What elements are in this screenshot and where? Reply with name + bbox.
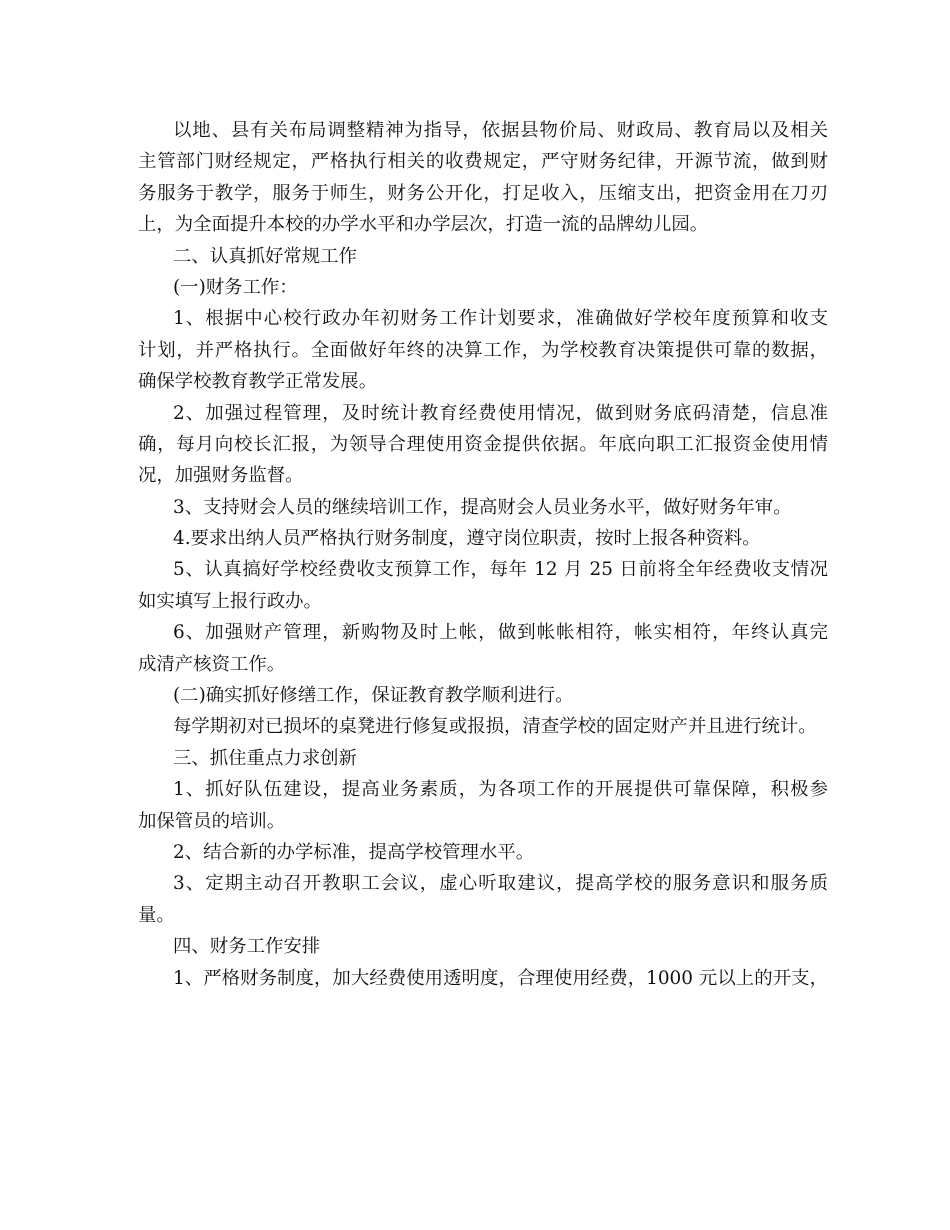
section-heading: 四、财务工作安排 (173, 936, 321, 958)
text-line: 1、严格财务制度，加大经费使用透明度，合理使用经费，1000 元以上的开支， (173, 967, 828, 989)
text-line: 成清产核资工作。 (138, 653, 286, 675)
text-line: 2、加强过程管理，及时统计教育经费使用情况，做到财务底码清楚，信息准 (173, 402, 828, 424)
document-body (138, 115, 828, 994)
text-line: 如实填写上报行政办。 (138, 590, 322, 612)
section-heading: 三、抓住重点力求创新 (173, 747, 357, 769)
text-line: 1、抓好队伍建设，提高业务素质，为各项工作的开展提供可靠保障，积极参 (173, 779, 828, 801)
text-line: 6、加强财产管理，新购物及时上帐，做到帐帐相符，帐实相符，年终认真完 (173, 622, 828, 644)
text-line: 4.要求出纳人员严格执行财务制度，遵守岗位职责，按时上报各种资料。 (173, 528, 761, 550)
text-line: 3、支持财会人员的继续培训工作，提高财会人员业务水平，做好财务年审。 (173, 496, 792, 518)
text-line: 5、认真搞好学校经费收支预算工作，每年 12 月 25 日前将全年经费收支情况 (173, 559, 828, 581)
text-line: 确保学校教育教学正常发展。 (138, 371, 378, 393)
text-line: 主管部门财经规定，严格执行相关的收费规定，严守财务纪律，开源节流，做到财 (138, 151, 828, 173)
text-line: 量。 (138, 904, 175, 926)
text-line: 每学期初对已损坏的桌凳进行修复或报损，清查学校的固定财产并且进行统计。 (173, 716, 817, 738)
text-line: 2、结合新的办学标准，提高学校管理水平。 (173, 841, 535, 863)
text-line: 计划，并严格执行。全面做好年终的决算工作，为学校教育决策提供可靠的数据， (138, 339, 828, 361)
text-line: 加保管员的培训。 (138, 810, 286, 832)
subsection-heading: (一)财务工作： (173, 276, 298, 298)
text-line: 1、根据中心校行政办年初财务工作计划要求，准确做好学校年度预算和收支 (173, 308, 828, 330)
text-line: 确，每月向校长汇报，为领导合理使用资金提供依据。年底向职工汇报资金使用情 (138, 433, 828, 455)
subsection-heading: (二)确实抓好修缮工作，保证教育教学顺利进行。 (173, 685, 574, 707)
text-line: 3、定期主动召开教职工会议，虚心听取建议，提高学校的服务意识和服务质 (173, 873, 828, 895)
text-line: 以地、县有关布局调整精神为指导，依据县物价局、财政局、教育局以及相关 (173, 120, 828, 141)
text-line: 上，为全面提升本校的办学水平和办学层次，打造一流的品牌幼儿园。 (138, 214, 709, 236)
text-line: 况，加强财务监督。 (138, 465, 304, 487)
text-line: 务服务于教学，服务于师生，财务公开化，打足收入，压缩支出，把资金用在刀刃 (138, 182, 828, 204)
section-heading: 二、认真抓好常规工作 (173, 245, 357, 267)
